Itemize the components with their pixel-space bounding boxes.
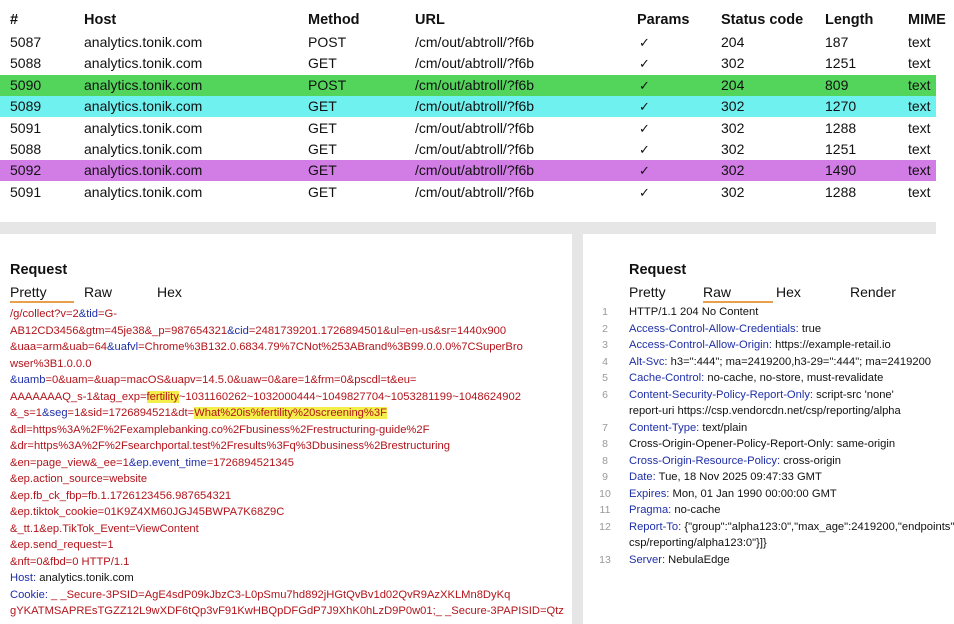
header-value: {"group":"alpha123:0","max_age":2419200,"endpoints" [684, 520, 954, 533]
table-row[interactable] [0, 32, 936, 53]
cell-number: 5090 [10, 76, 42, 93]
cell-mime: text [908, 34, 931, 50]
cell-params: ✓ [639, 184, 650, 200]
cell-mime: text [908, 162, 931, 179]
cell-params: ✓ [639, 120, 650, 136]
request-token: =G- [98, 308, 117, 320]
cell-status-code: 302 [721, 55, 745, 72]
response-line [583, 403, 936, 420]
header-name: Date: [629, 471, 659, 483]
header-value: Tue, 18 Nov 2025 09:47:33 GMT [658, 471, 822, 483]
request-line [10, 587, 566, 604]
cell-url: /cm/out/abtroll/?f6b [415, 183, 535, 200]
cell-params: ✓ [639, 163, 650, 179]
request-line [10, 554, 566, 571]
cell-url: /cm/out/abtroll/?f6b [415, 119, 535, 136]
cell-number: 5091 [10, 119, 42, 136]
request-token: =1726894521345 [206, 456, 294, 469]
cell-method: GET [308, 141, 337, 157]
header-name: Alt-Svc: [629, 355, 671, 368]
request-line [10, 570, 566, 587]
column-header-params[interactable]: Params [637, 12, 690, 28]
cell-method: GET [308, 183, 337, 200]
line-number: 8 [602, 438, 608, 450]
table-row[interactable] [0, 53, 936, 74]
column-header-method[interactable]: Method [308, 12, 360, 28]
header-value: script-src 'none' [816, 388, 894, 401]
line-number: 4 [602, 355, 608, 368]
column-header-url[interactable]: URL [415, 12, 445, 28]
header-value: csp/reporting/alpha123:0"}]} [629, 537, 767, 549]
line-number: 5 [602, 372, 608, 384]
column-header-host[interactable]: Host [84, 12, 117, 28]
response-line [583, 535, 936, 552]
cell-number: 5088 [10, 55, 42, 72]
response-panel [583, 234, 954, 624]
line-number: 13 [599, 553, 611, 566]
request-line [10, 455, 566, 472]
table-header [0, 10, 946, 31]
header-name: Cross-Origin-Resource-Policy: [629, 454, 784, 467]
cell-host: analytics.tonik.com [84, 55, 203, 72]
header-value: h3=":444"; ma=2419200,h3-29=":444"; ma=2419200 [670, 355, 932, 368]
tab-hex[interactable]: Hex [157, 284, 182, 300]
cell-host: analytics.tonik.com [84, 98, 203, 115]
header-value: true [801, 322, 822, 335]
request-panel [0, 234, 572, 624]
response-line-text [629, 420, 747, 437]
cell-status-code: 302 [721, 183, 745, 200]
line-number: 3 [602, 339, 608, 351]
line-number: 1 [602, 306, 608, 318]
cell-length: 1251 [825, 55, 857, 72]
cell-mime: text [908, 119, 931, 136]
request-token: &seg [42, 407, 68, 419]
request-token: &nft=0&fbd=0 HTTP/1.1 [10, 555, 130, 568]
request-token: ~1031160262~1032000444~1049827704~1053281199~1048624902 [178, 390, 521, 403]
cell-host: analytics.tonik.com [84, 141, 203, 157]
request-token: &en=page_view&_ee=1 [10, 456, 129, 469]
table-row[interactable] [0, 139, 936, 160]
response-line [583, 304, 936, 321]
header-value: report-uri https://csp.vendorcdn.net/csp/reporting/alpha [629, 405, 901, 417]
header-name: Report-To: [629, 520, 685, 533]
request-line [10, 306, 566, 323]
cell-params: ✓ [639, 77, 650, 93]
header-value: Cross-Origin-Opener-Policy-Report-Only: same-origin [629, 438, 896, 450]
response-panel-title: Request [629, 262, 687, 278]
cell-url: /cm/out/abtroll/?f6b [415, 34, 535, 50]
request-token: =0&uam=&uap=macOS&uapv=14.5.0&uaw=0&are=1&frm=0&pscdl=t&eu= [45, 374, 417, 386]
request-token: gYKATMSAPREsTGZZ12L9wXDF6tQp3vF91KwHBQpDFGdP7J9XhK0hLzD9P0w01;_ _Secure-3PAPISID=Qtz [10, 605, 564, 617]
cell-method: GET [308, 162, 337, 179]
header-name: Expires: [629, 487, 673, 500]
request-token: &uafvl [107, 341, 139, 353]
cell-url: /cm/out/abtroll/?f6b [415, 55, 535, 72]
response-line-text [629, 535, 767, 552]
tab-pretty[interactable]: Pretty [629, 284, 666, 300]
cell-length: 809 [825, 76, 849, 93]
cell-mime: text [908, 141, 931, 157]
response-line-text [629, 337, 891, 354]
cell-params: ✓ [639, 35, 650, 50]
request-line [10, 521, 566, 538]
request-line [10, 438, 566, 455]
response-line-text [629, 486, 837, 503]
request-token: &_tt.1&ep.TikTok_Event=ViewContent [10, 522, 199, 535]
line-number: 9 [602, 471, 608, 483]
line-number: 7 [602, 421, 608, 434]
response-line-text [629, 519, 954, 536]
cell-number: 5091 [10, 183, 42, 200]
request-token: &tid [78, 308, 99, 320]
response-line [583, 436, 936, 453]
request-token: &ep.action_source=website [10, 473, 148, 485]
request-token: Cookie: [10, 588, 52, 601]
vertical-splitter[interactable] [572, 234, 583, 624]
response-line [583, 552, 936, 569]
header-value: https://example-retail.io [775, 339, 891, 351]
request-token: =2481739201.1726894501&ul=en-us&sr=1440x900 [248, 324, 507, 337]
cell-length: 1288 [825, 183, 857, 200]
highlighted-match: What%20is%fertility%20screening%3F [194, 407, 387, 419]
cell-number: 5088 [10, 141, 42, 157]
request-line [10, 372, 566, 389]
request-token: &uamb [10, 374, 46, 386]
column-header-mime[interactable]: MIME [908, 12, 946, 28]
table-row[interactable] [0, 96, 936, 117]
line-number: 11 [599, 504, 611, 516]
header-name: Access-Control-Allow-Credentials: [629, 322, 802, 335]
cell-length: 1270 [825, 98, 857, 115]
request-line [10, 323, 566, 340]
request-line [10, 356, 566, 373]
request-body[interactable] [10, 306, 566, 620]
response-line [583, 354, 936, 371]
request-line [10, 405, 566, 422]
request-line [10, 537, 566, 554]
request-token: &ep.tiktok_cookie=01K9Z4XM60JGJ45BWPA7K68Z9C [10, 506, 285, 518]
cell-mime: text [908, 98, 931, 115]
request-token: &ep.send_request=1 [10, 539, 114, 551]
request-token: =Chrome%3B132.0.6834.79%7CNot%253ABrand%3B99.0.0.0%7CSuperBro [138, 341, 523, 353]
cell-length: 1288 [825, 119, 857, 136]
cell-number: 5087 [10, 34, 42, 50]
table-row[interactable] [0, 160, 936, 181]
request-token: AB12CD3456&gtm=45je38&_p=987654321 [10, 324, 228, 337]
tab-raw[interactable]: Raw [703, 284, 732, 300]
request-line [10, 422, 566, 439]
line-number: 8 [602, 454, 608, 467]
cell-params: ✓ [639, 99, 650, 115]
response-line-text [629, 453, 841, 470]
tab-render[interactable]: Render [850, 284, 896, 300]
cell-host: analytics.tonik.com [84, 76, 203, 93]
line-number: 2 [602, 322, 608, 335]
header-name: Access-Control-Allow-Origin: [629, 339, 776, 351]
response-line-text [629, 354, 931, 371]
tab-pretty[interactable]: Pretty [10, 284, 47, 300]
cell-url: /cm/out/abtroll/?f6b [415, 141, 535, 157]
response-line-text [629, 304, 758, 321]
request-token: &cid [227, 324, 249, 337]
cell-params: ✓ [639, 142, 650, 157]
tab-raw[interactable]: Raw [84, 284, 113, 300]
highlighted-match: fertility [146, 390, 179, 403]
cell-mime: text [908, 183, 931, 200]
column-header-number[interactable]: # [10, 12, 19, 28]
response-line-text [629, 502, 720, 519]
header-value: no-cache, no-store, must-revalidate [707, 372, 884, 384]
request-token: &ep.event_time [128, 456, 207, 469]
header-value: text/plain [702, 421, 748, 434]
response-line-text [629, 552, 730, 569]
cell-length: 1251 [825, 141, 857, 157]
line-number: 10 [599, 487, 611, 500]
header-name: Content-Type: [629, 421, 703, 434]
request-token: &dr=https%3A%2F%2Fsearchportal.test%2Fresults%3Fq%3Dbusiness%2Brestructuring [10, 440, 450, 452]
response-line [583, 469, 936, 486]
header-value: NebulaEdge [668, 553, 730, 566]
cell-length: 1490 [825, 162, 857, 179]
response-line-text [629, 469, 822, 486]
response-line [583, 519, 954, 536]
request-token: wser%3B1.0.0.0 [10, 357, 92, 370]
request-line [10, 339, 566, 356]
request-token: &uaa=arm&uab=64 [10, 341, 108, 353]
response-line [583, 502, 936, 519]
table-row[interactable] [0, 182, 936, 203]
cell-status-code: 302 [721, 119, 745, 136]
request-token: AAAAAAAQ_s-1&tag_exp= [10, 390, 147, 403]
cell-host: analytics.tonik.com [84, 119, 203, 136]
cell-host: analytics.tonik.com [84, 34, 203, 50]
cell-url: /cm/out/abtroll/?f6b [415, 162, 535, 179]
response-line-text [629, 436, 895, 453]
header-name: Content-Security-Policy-Report-Only: [629, 388, 817, 401]
request-token: _ _Secure-3PSID=AgE4sdP09kJbzC3-L0pSmu7hd892jHGtQvBv1d02QvR9AzXKLMn8DyKq [51, 588, 511, 601]
request-line [10, 504, 566, 521]
column-header-length[interactable]: Length [825, 12, 874, 28]
cell-host: analytics.tonik.com [84, 183, 203, 200]
cell-method: GET [308, 98, 337, 115]
cell-url: /cm/out/abtroll/?f6b [415, 98, 535, 115]
cell-status-code: 302 [721, 98, 745, 115]
cell-status-code: 302 [721, 162, 745, 179]
cell-status-code: 302 [721, 141, 745, 157]
cell-number: 5092 [10, 162, 42, 179]
response-line [583, 420, 936, 437]
request-line [10, 488, 566, 505]
response-line-text [629, 387, 894, 404]
request-token: =1&sid=1726894521&dt= [67, 407, 195, 419]
cell-url: /cm/out/abtroll/?f6b [415, 76, 535, 93]
proxy-history-table [0, 0, 946, 222]
header-name: Server: [629, 553, 669, 566]
cell-mime: text [908, 76, 931, 93]
cell-method: POST [308, 34, 347, 50]
cell-params: ✓ [639, 56, 650, 72]
tab-hex[interactable]: Hex [776, 284, 801, 300]
horizontal-splitter[interactable] [0, 222, 936, 234]
response-line [583, 453, 936, 470]
request-line [10, 603, 566, 620]
header-name: Cache-Control: [629, 372, 708, 384]
cell-method: POST [308, 76, 347, 93]
request-line [10, 471, 566, 488]
response-body[interactable] [583, 304, 954, 568]
request-token: analytics.tonik.com [39, 572, 134, 584]
request-token: /g/collect?v=2 [10, 308, 79, 320]
response-line [583, 321, 936, 338]
header-value: no-cache [674, 504, 721, 516]
response-line-text [629, 321, 821, 338]
request-token: &ep.fb_ck_fbp=fb.1.1726123456.987654321 [10, 489, 232, 502]
cell-length: 187 [825, 34, 849, 50]
response-line [583, 370, 936, 387]
request-token: Host: [10, 572, 40, 584]
cell-mime: text [908, 55, 931, 72]
request-token: &_s=1 [10, 407, 43, 419]
request-line [10, 389, 566, 406]
cell-host: analytics.tonik.com [84, 162, 203, 179]
table-row[interactable] [0, 118, 936, 139]
header-value: Mon, 01 Jan 1990 00:00:00 GMT [672, 487, 837, 500]
response-line-text [629, 403, 901, 420]
cell-status-code: 204 [721, 76, 745, 93]
line-number: 6 [602, 388, 608, 401]
header-name: Pragma: [629, 504, 675, 516]
cell-method: GET [308, 55, 337, 72]
line-number: 12 [599, 520, 611, 533]
response-line [583, 387, 936, 404]
header-value: HTTP/1.1 204 No Content [629, 306, 759, 318]
cell-status-code: 204 [721, 34, 745, 50]
response-line-text [629, 370, 883, 387]
cell-number: 5089 [10, 98, 42, 115]
table-row[interactable] [0, 75, 936, 96]
cell-method: GET [308, 119, 337, 136]
request-token: &dl=https%3A%2F%2Fexamplebanking.co%2Fbusiness%2Frestructuring-guide%2F [10, 423, 430, 436]
response-line [583, 486, 936, 503]
request-panel-title: Request [10, 262, 68, 278]
header-value: cross-origin [783, 454, 842, 467]
column-header-status-code[interactable]: Status code [721, 12, 804, 28]
response-line [583, 337, 936, 354]
